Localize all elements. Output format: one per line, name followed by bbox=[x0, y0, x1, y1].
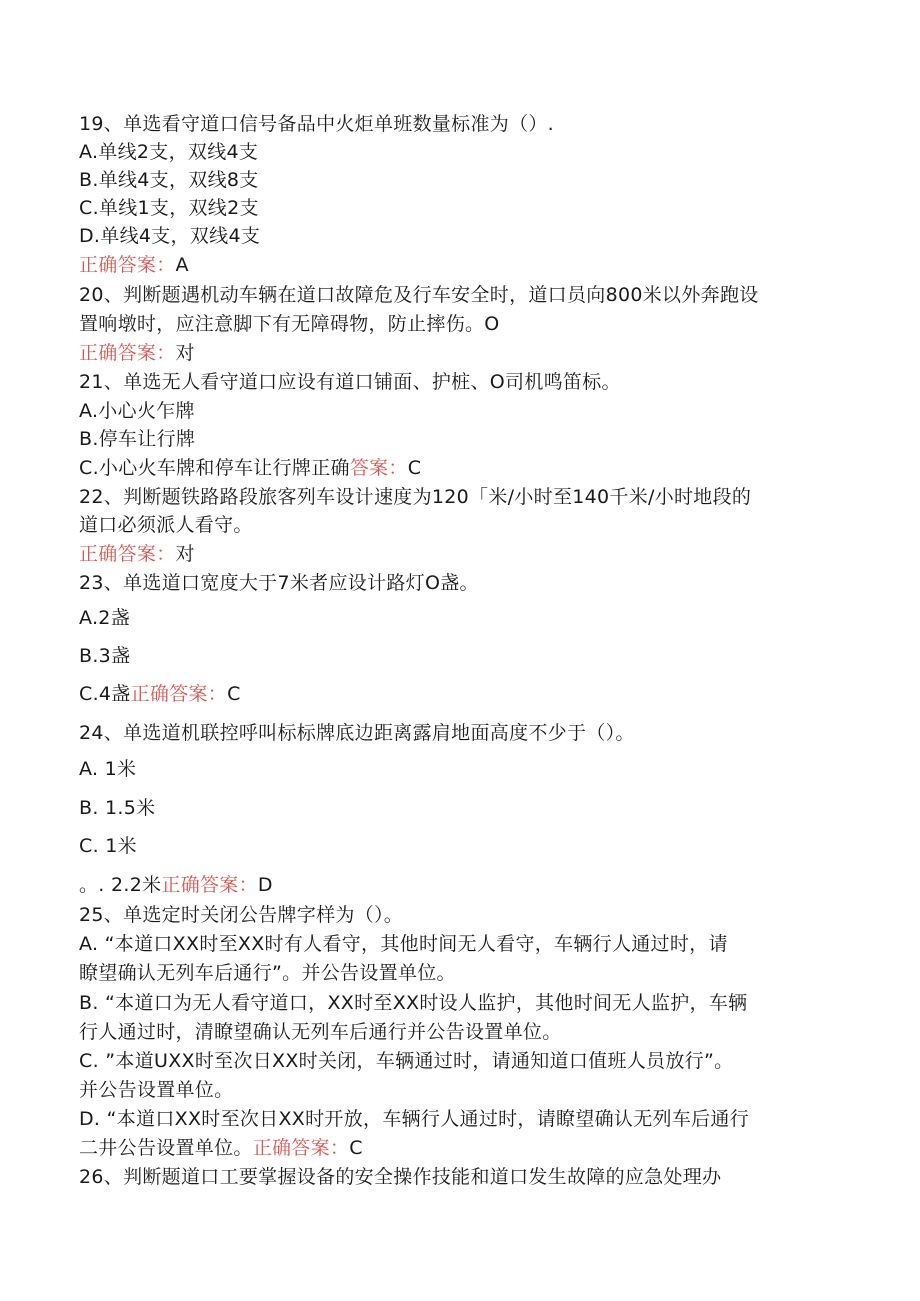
q25-option-a-line2: 瞭望确认无列车后通行”。并公告设置单位。 bbox=[79, 962, 456, 984]
q19-option-b: B.单线4支，双线8支 bbox=[79, 169, 259, 191]
q24-question: 24、单选道机联控呼叫标标牌底边距离露肩地面高度不少于（）。 bbox=[79, 722, 635, 744]
q24-option-b: B. 1.5米 bbox=[79, 797, 156, 819]
q24-option-d-answer: 。. 2.2米正确答案：D bbox=[79, 874, 273, 896]
q25-option-b-line2: 行人通过时，清瞭望确认无列车后通行并公告设置单位。 bbox=[79, 1021, 562, 1043]
q21-option-c-answer: C.小心火车牌和停车让行牌正确答案：C bbox=[79, 457, 422, 479]
q21-option-b: B.停车让行牌 bbox=[79, 428, 196, 450]
q26-question: 26、判断题道口工要掌握设备的安全操作技能和道口发生故障的应急处理办 bbox=[79, 1166, 722, 1188]
q25-option-c-line2: 并公告设置单位。 bbox=[79, 1079, 234, 1101]
q20-question-line1: 20、判断题遇机动车辆在道口故障危及行车安全时，道口员向800米以外奔跑设 bbox=[79, 284, 759, 306]
q23-option-a: A.2盏 bbox=[79, 607, 130, 629]
q24-option-a: A. 1米 bbox=[79, 758, 137, 780]
q23-option-c-answer: C.4盏正确答案：C bbox=[79, 683, 241, 705]
q22-answer: 正确答案：对 bbox=[79, 543, 195, 565]
q23-question: 23、单选道口宽度大于7米者应设计路灯O盏。 bbox=[79, 572, 479, 594]
q25-question: 25、单选定时关闭公告牌字样为（）。 bbox=[79, 904, 404, 926]
q21-option-a: A.小心火乍牌 bbox=[79, 400, 195, 422]
q25-option-a-line1: A. “本道口XX时至XX时有人看守，其他时间无人看守，车辆行人通过时，请 bbox=[79, 933, 728, 955]
q19-option-d: D.单线4支，双线4支 bbox=[79, 225, 261, 247]
q19-question: 19、单选看守道口信号备品中火炬单班数量标准为（）. bbox=[79, 113, 555, 135]
q19-answer: 正确答案：A bbox=[79, 254, 189, 276]
q19-option-c: C.单线1支，双线2支 bbox=[79, 197, 259, 219]
q25-option-d-line2-answer: 二井公告设置单位。正确答案：C bbox=[79, 1137, 363, 1159]
q23-option-b: B.3盏 bbox=[79, 645, 131, 667]
q22-question-line2: 道口必须派人看守。 bbox=[79, 514, 253, 536]
q21-question: 21、单选无人看守道口应设有道口铺面、护桩、O司机鸣笛标。 bbox=[79, 371, 621, 393]
q24-option-c: C. 1米 bbox=[79, 835, 137, 857]
q20-question-line2: 置响墩时，应注意脚下有无障碍物，防止摔伤。O bbox=[79, 313, 500, 335]
q20-answer: 正确答案：对 bbox=[79, 342, 195, 364]
q25-option-c-line1: C. ”本道UXX时至次日XX时关闭，车辆通过时，请通知道口值班人员放行”。 bbox=[79, 1050, 734, 1072]
q22-question-line1: 22、判断题铁路路段旅客列车设计速度为120「米/小时至140千米/小时地段的 bbox=[79, 486, 752, 508]
q25-option-b-line1: B. “本道口为无人看守道口，XX时至XX时设人监护，其他时间无人监护，车辆 bbox=[79, 992, 748, 1014]
q25-option-d-line1: D. “本道口XX时至次日XX时开放，车辆行人通过时，请瞭望确认无列车后通行 bbox=[79, 1108, 750, 1130]
q19-option-a: A.单线2支，双线4支 bbox=[79, 141, 259, 163]
